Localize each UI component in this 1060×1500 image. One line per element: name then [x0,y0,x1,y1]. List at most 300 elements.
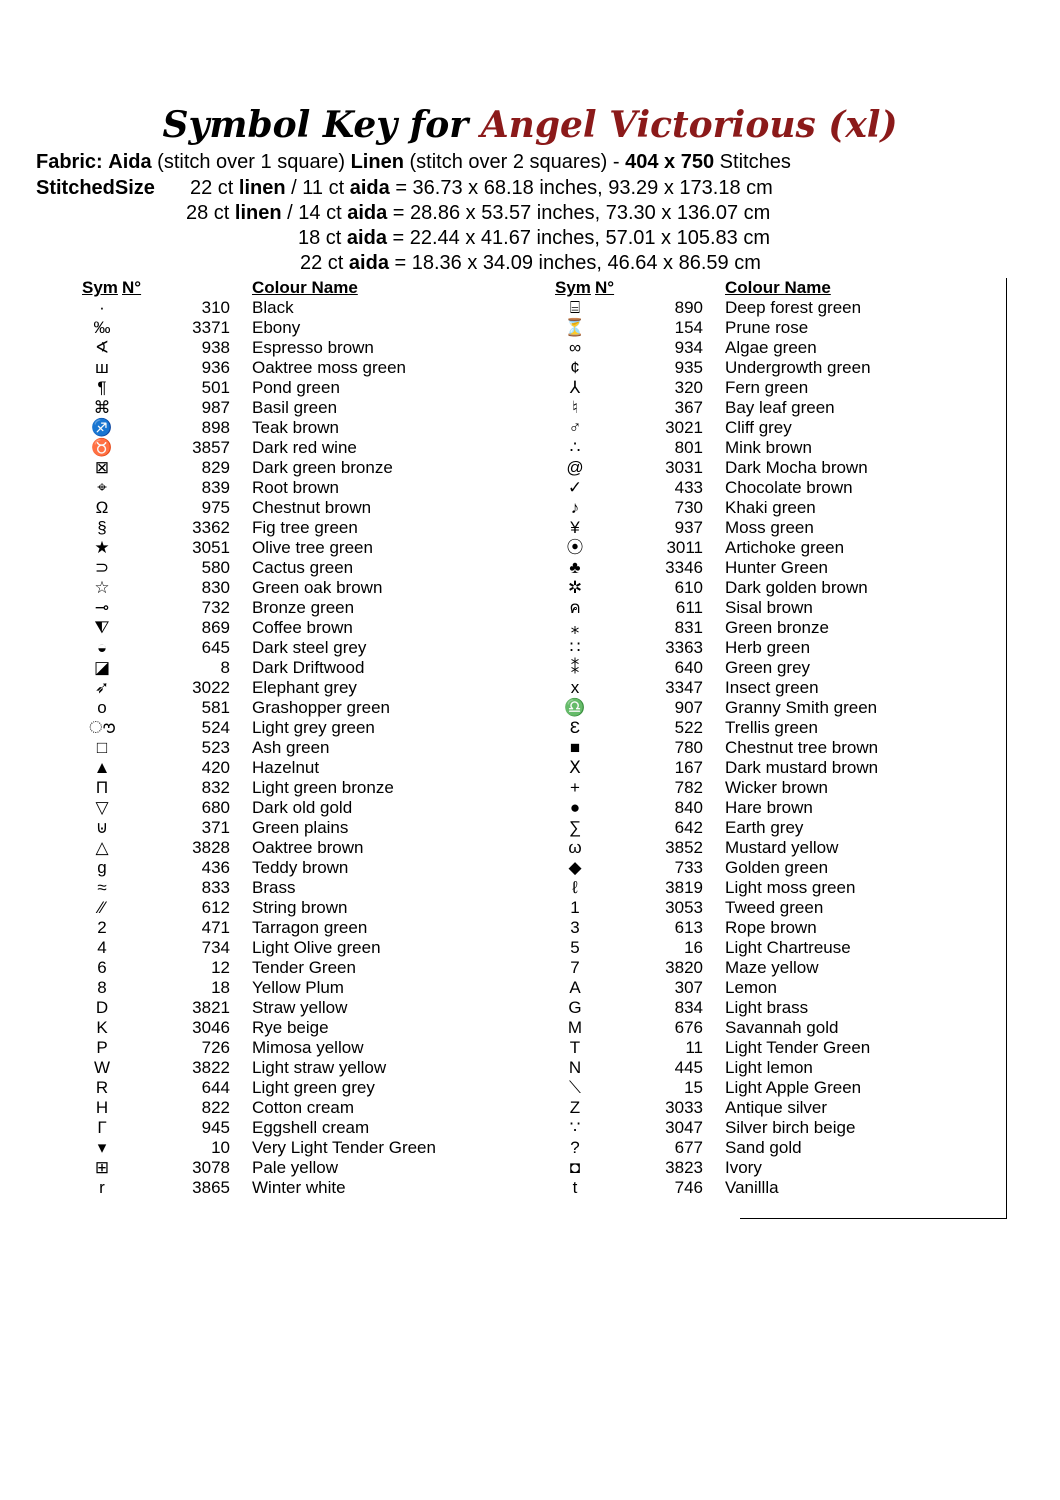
colour-name-cell: Insect green [725,678,819,697]
symbol-cell: Ⅹ [569,758,581,777]
symbol-cell: § [97,518,107,537]
table-row [555,1058,965,1078]
number-cell: 830 [201,578,230,597]
table-row [82,758,492,778]
table-row [82,858,492,878]
number-cell: 834 [674,998,703,1017]
number-cell: 938 [201,338,230,357]
symbol-cell: ω [568,838,582,857]
colour-name-cell: Light lemon [725,1058,813,1077]
number-cell: 12 [211,958,230,977]
table-row [82,298,492,318]
size-row-1-fabric1: linen [238,177,286,199]
table-row [555,358,965,378]
number-cell: 676 [674,1018,703,1037]
colour-name-cell: Dark Mocha brown [725,458,868,477]
symbol-cell: ¢ [570,358,580,377]
size-row-2-fabric2: aida [347,202,388,224]
colour-name-cell: Antique silver [725,1098,828,1117]
colour-name-cell: Granny Smith green [725,698,878,717]
number-cell: 890 [674,298,703,317]
symbol-cell: 7 [570,958,580,977]
table-row [555,1098,965,1118]
size-row-1-value: = 36.73 x 68.18 inches, 93.29 x 173.18 cm [395,177,773,199]
table-row [555,538,965,558]
table-row [82,1058,492,1078]
symbol-cell: ∢ [94,338,110,357]
symbol-cell: ★ [94,538,110,557]
symbol-cell: 2 [97,918,107,937]
table-row [82,738,492,758]
number-cell: 307 [674,978,703,997]
number-cell: 3371 [192,318,230,337]
number-cell: 840 [674,798,703,817]
number-cell: 611 [675,598,703,617]
number-cell: 3821 [192,998,230,1017]
number-cell: 3819 [665,878,703,897]
size-row-3 [298,226,770,250]
colour-name-cell: Green plains [252,818,349,837]
number-cell: 8 [220,658,230,677]
colour-name-cell: Tender Green [252,958,356,977]
table-row [555,758,965,778]
table-row [82,778,492,798]
symbol-cell: ⅄ [569,378,581,397]
symbol-cell: ⌖ [97,478,107,497]
table-row [82,718,492,738]
header-sym: Sym [555,278,591,297]
symbol-cell: ‰ [93,318,111,337]
colour-name-cell: Golden green [725,858,829,877]
symbol-cell: ♣ [569,558,581,577]
table-row [82,478,492,498]
colour-name-cell: Fern green [725,378,809,397]
number-cell: 3822 [192,1058,230,1077]
table-row [555,1038,965,1058]
colour-name-cell: Oaktree brown [252,838,364,857]
table-row [82,1118,492,1138]
size-row-2-value: = 28.86 x 53.57 inches, 73.30 x 136.07 cm [392,202,771,224]
table-row [82,598,492,618]
table-row [555,518,965,538]
table-row [555,738,965,758]
table-row [555,418,965,438]
table-row [82,1158,492,1178]
symbol-cell: ∷ [569,638,581,657]
number-cell: 677 [674,1138,703,1157]
colour-name-cell: Green oak brown [252,578,383,597]
number-cell: 3011 [666,538,703,557]
size-row-4 [300,251,761,275]
symbol-cell: ♎ [564,698,586,717]
stitch-dimensions: 404 x 750 [625,151,715,173]
size-row-4-pre: 22 ct [300,252,344,274]
symbol-cell: t [572,1178,578,1197]
colour-name-cell: Dark old gold [252,798,353,817]
number-cell: 640 [674,658,703,677]
colour-name-cell: Moss green [725,518,814,537]
table-row [555,1078,965,1098]
symbol-cell: ➶ [94,678,110,697]
header-name: Colour Name [725,278,831,297]
symbol-cell: ♂ [568,418,582,437]
number-cell: 3852 [665,838,703,857]
number-cell: 154 [674,318,703,337]
table-row [82,618,492,638]
table-row [555,658,965,678]
number-cell: 801 [674,438,703,457]
table-row [82,438,492,458]
number-cell: 310 [201,298,230,317]
symbol-cell: x [570,678,580,697]
symbol-cell: ⊠ [94,458,110,477]
colour-name-cell: Mimosa yellow [252,1038,364,1057]
number-cell: 3053 [665,898,703,917]
symbol-cell: R [95,1078,109,1097]
size-row-4-fabric1: aida [348,252,389,274]
number-cell: 445 [674,1058,703,1077]
colour-name-cell: Artichoke green [725,538,845,557]
number-cell: 3031 [665,458,703,477]
symbol-cell: ⌘ [93,398,111,417]
colour-name-cell: Espresso brown [252,338,374,357]
symbol-cell: ∑ [568,818,582,837]
number-cell: 3022 [192,678,230,697]
symbol-cell: Ɛ [569,718,581,737]
table-row [555,1018,965,1038]
colour-name-cell: Dark red wine [252,438,357,457]
symbol-cell: ≈ [97,878,107,897]
table-row [555,578,965,598]
symbol-cell: o [97,698,107,717]
number-cell: 907 [674,698,703,717]
colour-name-cell: Teak brown [252,418,339,437]
number-cell: 524 [201,718,230,737]
symbol-cell: + [570,778,580,797]
colour-name-cell: Lemon [725,978,777,997]
colour-name-cell: Brass [252,878,296,897]
colour-name-cell: Pale yellow [252,1158,338,1177]
size-row-1-fabric2: aida [349,177,390,199]
number-cell: 945 [201,1118,230,1137]
colour-name-cell: Hare brown [725,798,813,817]
symbol-cell: 1 [570,898,580,917]
number-cell: 167 [674,758,703,777]
table-right-border [1006,278,1007,1218]
colour-name-cell: Deep forest green [725,298,862,317]
colour-name-cell: Undergrowth green [725,358,871,377]
number-cell: 644 [201,1078,230,1097]
colour-name-cell: Basil green [252,398,338,417]
table-row [555,958,965,978]
symbol-cell: ⌸ [569,298,581,317]
number-cell: 610 [674,578,703,597]
colour-name-cell: Fig tree green [252,518,358,537]
table-row [555,918,965,938]
number-cell: 433 [674,478,703,497]
symbol-cell: Ω [95,498,109,517]
colour-name-cell: Algae green [725,338,817,357]
colour-name-cell: Sand gold [725,1138,802,1157]
number-cell: 833 [201,878,230,897]
colour-name-cell: Hazelnut [252,758,320,777]
number-cell: 987 [201,398,230,417]
table-row [82,378,492,398]
number-cell: 829 [201,458,230,477]
symbol-cell: ♉ [91,438,113,457]
symbol-cell: 5 [570,938,580,957]
colour-name-cell: String brown [252,898,348,917]
symbol-cell: ∴ [569,438,581,457]
symbol-cell: ● [569,798,581,817]
symbol-cell: ⊸ [94,598,110,617]
table-row [82,958,492,978]
colour-name-cell: Dark green bronze [252,458,393,477]
colour-name-cell: Light brass [725,998,809,1017]
table-row [82,558,492,578]
table-row [82,458,492,478]
colour-name-cell: Oaktree moss green [252,358,407,377]
colour-name-cell: Dark golden brown [725,578,868,597]
colour-name-cell: Green grey [725,658,811,677]
title-prefix: Symbol Key for [162,104,469,146]
symbol-table-left [82,278,492,1198]
table-row [555,298,965,318]
symbol-cell: ⁑ [570,658,580,677]
number-cell: 3828 [192,838,230,857]
colour-name-cell: Earth grey [725,818,804,837]
number-cell: 726 [201,1038,230,1057]
symbol-cell: ⏳ [564,318,586,337]
table-header-row [555,278,965,298]
number-cell: 11 [685,1038,703,1057]
symbol-cell: ♐ [91,418,113,437]
size-row-2-mid: / 14 ct [287,202,342,224]
table-row [555,998,965,1018]
symbol-cell: ✓ [567,478,583,497]
header-num: N° [122,278,142,297]
colour-name-cell: Root brown [252,478,339,497]
number-cell: 935 [674,358,703,377]
colour-name-cell: Straw yellow [252,998,348,1017]
number-cell: 898 [201,418,230,437]
pattern-name: Angel Victorious (xl) [480,104,898,146]
colour-name-cell: Pond green [252,378,340,397]
table-row [555,718,965,738]
number-cell: 937 [674,518,703,537]
table-row [82,358,492,378]
table-row [555,398,965,418]
number-cell: 642 [674,818,703,837]
colour-name-cell: Green bronze [725,618,829,637]
colour-name-cell: Silver birch beige [725,1118,856,1137]
symbol-cell: ◆ [568,858,582,877]
colour-name-cell: Chocolate brown [725,478,853,497]
table-row [555,618,965,638]
size-row-1 [190,176,773,200]
symbol-cell: · [99,298,105,317]
symbol-cell: ⁄⁄ [99,898,105,917]
number-cell: 10 [211,1138,230,1157]
symbol-cell: 3 [570,918,580,937]
table-row [82,998,492,1018]
table-row [82,318,492,338]
symbol-cell: ⊃ [94,558,110,577]
number-cell: 367 [674,398,703,417]
colour-name-cell: Herb green [725,638,811,657]
number-cell: 3865 [192,1178,230,1197]
stitches-word: Stitches [719,151,791,173]
size-row-1-pre: 22 ct [190,177,234,199]
symbol-cell: ⧨ [94,618,110,637]
number-cell: 612 [201,898,230,917]
symbol-cell: G [568,998,582,1017]
colour-name-cell: Vanillla [725,1178,779,1197]
colour-name-cell: Dark steel grey [252,638,367,657]
colour-name-cell: Tweed green [725,898,824,917]
number-cell: 832 [201,778,230,797]
table-row [555,798,965,818]
table-row [82,678,492,698]
colour-name-cell: Dark Driftwood [252,658,365,677]
symbol-cell: ∵ [569,1118,581,1137]
size-row-2-pre: 28 ct [186,202,230,224]
table-row [82,698,492,718]
colour-name-cell: Cliff grey [725,418,792,437]
symbol-cell: ◒ [96,638,108,657]
number-cell: 3857 [192,438,230,457]
number-cell: 869 [201,618,230,637]
stitched-size-label: StitchedSize [36,177,155,199]
number-cell: 3820 [665,958,703,977]
symbol-cell: ⊍ [95,818,109,837]
colour-name-cell: Chestnut tree brown [725,738,879,757]
number-cell: 3346 [665,558,703,577]
colour-name-cell: Light Olive green [252,938,381,957]
symbol-cell: r [99,1178,105,1197]
colour-name-cell: Light Apple Green [725,1078,862,1097]
number-cell: 16 [684,938,703,957]
symbol-cell: ¶ [97,378,107,397]
symbol-cell: W [93,1058,111,1077]
colour-name-cell: Ash green [252,738,330,757]
number-cell: 3051 [192,538,230,557]
table-row [82,538,492,558]
number-cell: 3363 [665,638,703,657]
size-row-3-pre: 18 ct [298,227,342,249]
table-row [82,338,492,358]
number-cell: 471 [201,918,230,937]
colour-name-cell: Mustard yellow [725,838,839,857]
number-cell: 581 [201,698,230,717]
colour-name-cell: Light straw yellow [252,1058,387,1077]
symbol-cell: ш [95,358,109,377]
table-row [555,1138,965,1158]
colour-name-cell: Yellow Plum [252,978,344,997]
number-cell: 746 [674,1178,703,1197]
colour-name-cell: Maze yellow [725,958,819,977]
table-row [555,598,965,618]
symbol-cell: 8 [97,978,107,997]
symbol-cell: g [97,858,107,877]
symbol-cell: ⁎ [570,618,580,637]
table-row [82,1178,492,1198]
colour-name-cell: Chestnut brown [252,498,372,517]
fabric-linen-note: (stitch over 2 squares) - [409,151,620,173]
symbol-cell: ▲ [93,758,111,777]
colour-name-cell: Ivory [725,1158,762,1177]
symbol-cell: @ [566,458,584,477]
table-row [82,898,492,918]
symbol-cell: ✲ [567,578,583,597]
colour-name-cell: Prune rose [725,318,809,337]
table-row [555,858,965,878]
colour-name-cell: Light grey green [252,718,375,737]
table-row [82,638,492,658]
colour-name-cell: Tarragon green [252,918,368,937]
colour-name-cell: Rope brown [725,918,817,937]
number-cell: 730 [674,498,703,517]
table-row [82,1038,492,1058]
table-row [82,938,492,958]
number-cell: 975 [201,498,230,517]
symbol-cell: ? [570,1138,580,1157]
symbol-cell: ◪ [93,658,111,677]
colour-name-cell: Bronze green [252,598,355,617]
size-row-2-fabric1: linen [234,202,282,224]
symbol-cell: ⊞ [94,1158,110,1177]
table-row [555,698,965,718]
table-row [555,498,965,518]
table-row [82,878,492,898]
colour-name-cell: Light green grey [252,1078,375,1097]
colour-name-cell: Light green bronze [252,778,394,797]
number-cell: 936 [201,358,230,377]
table-row [555,818,965,838]
number-cell: 733 [674,858,703,877]
number-cell: 371 [201,818,230,837]
table-row [555,338,965,358]
colour-name-cell: Sisal brown [725,598,813,617]
table-row [555,898,965,918]
symbol-table-right [555,278,965,1198]
number-cell: 782 [674,778,703,797]
symbol-cell: ♮ [571,398,579,417]
header-name: Colour Name [252,278,358,297]
symbol-cell: D [95,998,109,1017]
symbol-cell: ¥ [570,518,580,537]
size-row-3-fabric1: aida [346,227,387,249]
colour-name-cell: Light Chartreuse [725,938,851,957]
symbol-cell: ◘ [569,1158,581,1177]
colour-name-cell: Khaki green [725,498,816,517]
colour-name-cell: Cactus green [252,558,354,577]
header-num: N° [595,278,615,297]
symbol-cell: T [569,1038,581,1057]
table-row [555,378,965,398]
fabric-linen: Linen [350,151,404,173]
fabric-line [36,150,791,174]
table-row [555,678,965,698]
symbol-cell: △ [95,838,109,857]
page-title [0,104,1060,146]
table-row [555,438,965,458]
colour-name-cell: Dark mustard brown [725,758,879,777]
colour-name-cell: Elephant grey [252,678,357,697]
table-row [82,818,492,838]
header-sym: Sym [82,278,118,297]
colour-name-cell: Hunter Green [725,558,828,577]
